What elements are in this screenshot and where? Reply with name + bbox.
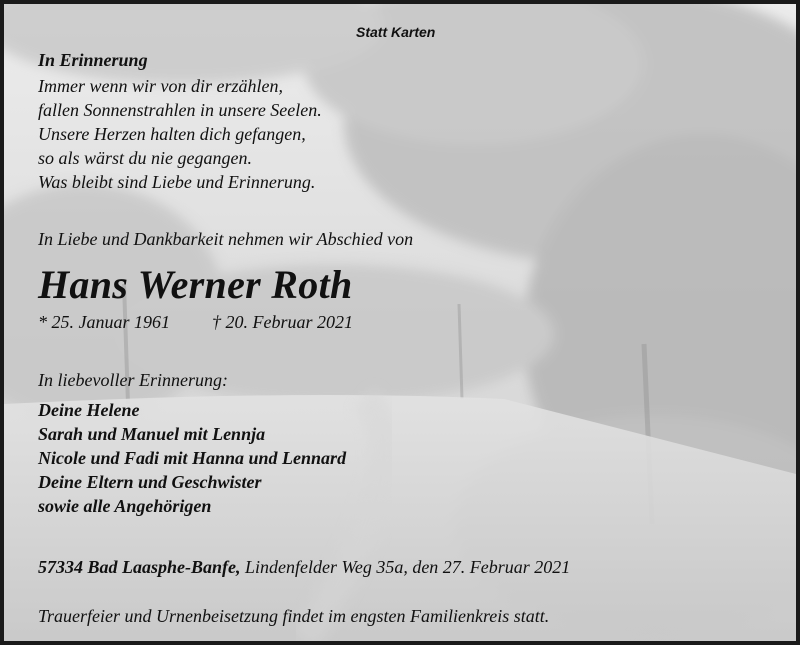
poem-line: so als wärst du nie gegangen.: [38, 148, 252, 168]
poem-line: Unsere Herzen halten dich gefangen,: [38, 124, 306, 144]
address-line: [38, 556, 570, 578]
ceremony-note: Trauerfeier und Urnenbeisetzung findet im engsten Familienkreis statt.: [38, 606, 550, 626]
mourner-name: Deine Helene: [38, 400, 140, 420]
birth-date: * 25. Januar 1961: [38, 312, 170, 332]
mourner-name: Sarah und Manuel mit Lennja: [38, 424, 266, 444]
header-note: Statt Karten: [356, 24, 436, 40]
poem-line: Immer wenn wir von dir erzählen,: [38, 76, 283, 96]
death-date: † 20. Februar 2021: [212, 312, 353, 332]
poem-title: In Erinnerung: [38, 50, 148, 70]
mourner-name: Nicole und Fadi mit Hanna und Lennard: [38, 448, 347, 468]
life-dates: [38, 312, 353, 333]
mourners-intro: In liebevoller Erinnerung:: [38, 370, 228, 390]
address-street-date: Lindenfelder Weg 35a, den 27. Februar 2021: [240, 557, 571, 577]
deceased-name: Hans Werner Roth: [38, 262, 353, 307]
poem-line: fallen Sonnenstrahlen in unsere Seelen.: [38, 100, 322, 120]
poem-line: Was bleibt sind Liebe und Erinnerung.: [38, 172, 316, 192]
farewell-text: In Liebe und Dankbarkeit nehmen wir Abschied von: [38, 229, 414, 249]
mourner-name: sowie alle Angehörigen: [38, 496, 212, 516]
address-place: 57334 Bad Laasphe-Banfe,: [38, 557, 241, 577]
mourner-name: Deine Eltern und Geschwister: [38, 472, 262, 492]
